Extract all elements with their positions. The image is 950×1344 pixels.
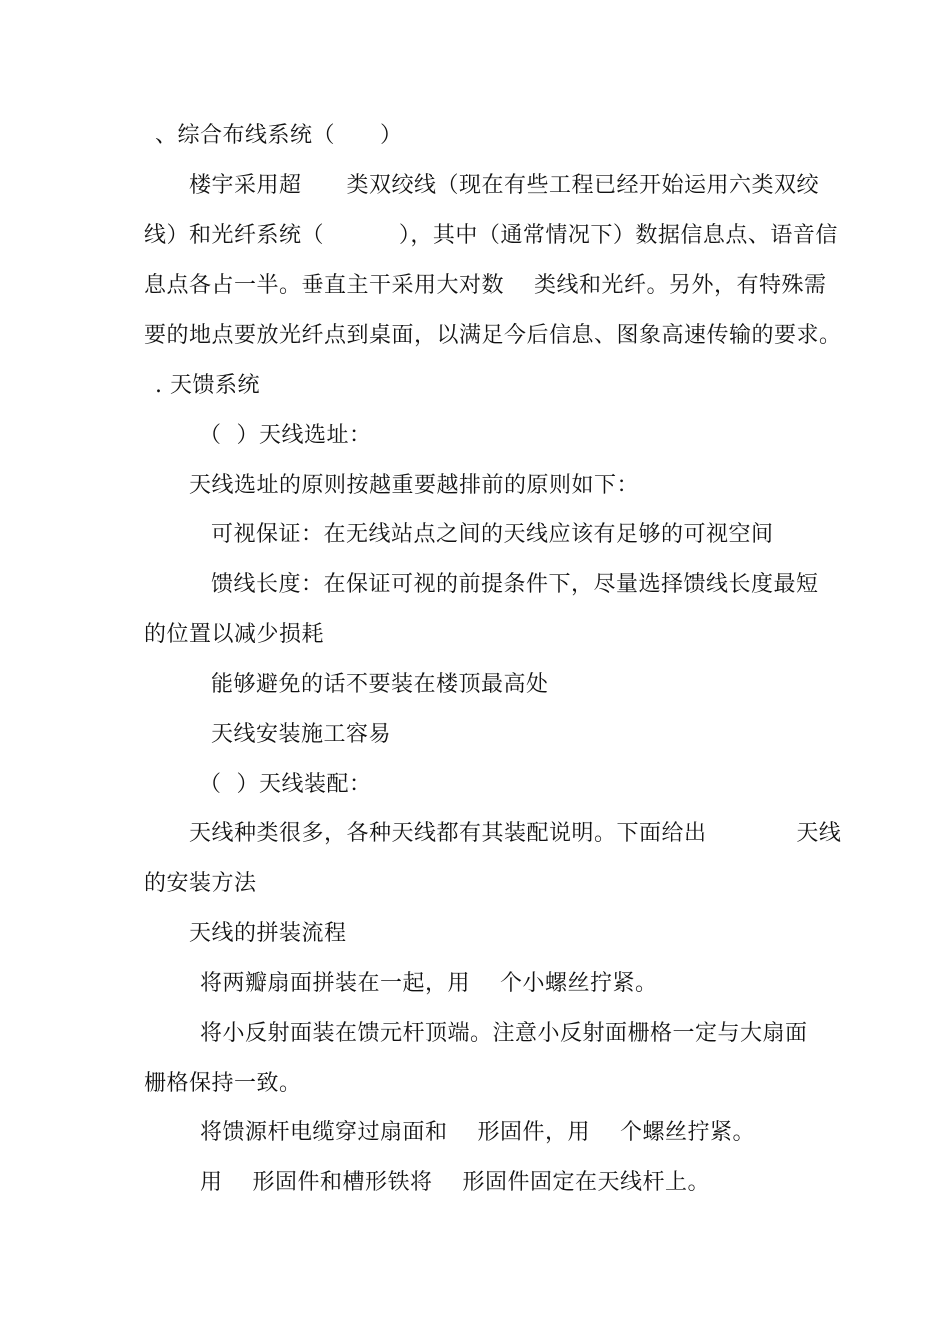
heading-antenna-feeder-system: . 天馈系统 — [155, 373, 260, 398]
subheading-assembly-process: 天线的拼装流程 — [189, 921, 347, 946]
list-item-feeder-length-line-2: 的位置以减少损耗 — [144, 622, 325, 647]
step-join-sectors: 将两瓣扇面拼装在一起，用 个小螺丝拧紧。 — [200, 971, 658, 996]
paragraph-cabling-line-1: 楼宇采用超 类双绞线（现在有些工程已经开始运用六类双绞 — [189, 173, 819, 198]
list-item-feeder-length-line-1: 馈线长度：在保证可视的前提条件下，尽量选择馈线长度最短 — [211, 572, 819, 597]
paragraph-cabling-line-2: 线）和光纤系统（ ），其中（通常情况下）数据信息点、语音信 — [144, 223, 838, 248]
list-item-visibility: 可视保证：在无线站点之间的天线应该有足够的可视空间 — [211, 522, 774, 547]
subheading-antenna-assembly: （ ）天线装配： — [199, 772, 372, 797]
step-fix-bracket: 用 形固件和槽形铁将 形固件固定在天线杆上。 — [200, 1170, 710, 1195]
step-small-reflector-line-1: 将小反射面装在馈元杆顶端。注意小反射面栅格一定与大扇面 — [200, 1021, 808, 1046]
step-feed-cable: 将馈源杆电缆穿过扇面和 形固件，用 个螺丝拧紧。 — [200, 1120, 755, 1145]
heading-cabling-system: 、综合布线系统（ ） — [155, 123, 403, 148]
subheading-antenna-siting: （ ）天线选址： — [199, 423, 372, 448]
paragraph-cabling-line-3: 息点各占一半。垂直主干采用大对数 类线和光纤。另外，有特殊需 — [144, 273, 827, 298]
list-item-avoid-rooftop: 能够避免的话不要装在楼顶最高处 — [211, 672, 549, 697]
step-small-reflector-line-2: 栅格保持一致。 — [144, 1071, 302, 1096]
list-item-easy-installation: 天线安装施工容易 — [211, 722, 392, 747]
paragraph-assembly-line-2: 的安装方法 — [144, 871, 257, 896]
paragraph-assembly-line-1: 天线种类很多，各种天线都有其装配说明。下面给出 天线 — [189, 821, 842, 846]
paragraph-cabling-line-4: 要的地点要放光纤点到桌面，以满足今后信息、图象高速传输的要求。 — [144, 323, 842, 348]
paragraph-siting-principles: 天线选址的原则按越重要越排前的原则如下： — [189, 473, 640, 498]
